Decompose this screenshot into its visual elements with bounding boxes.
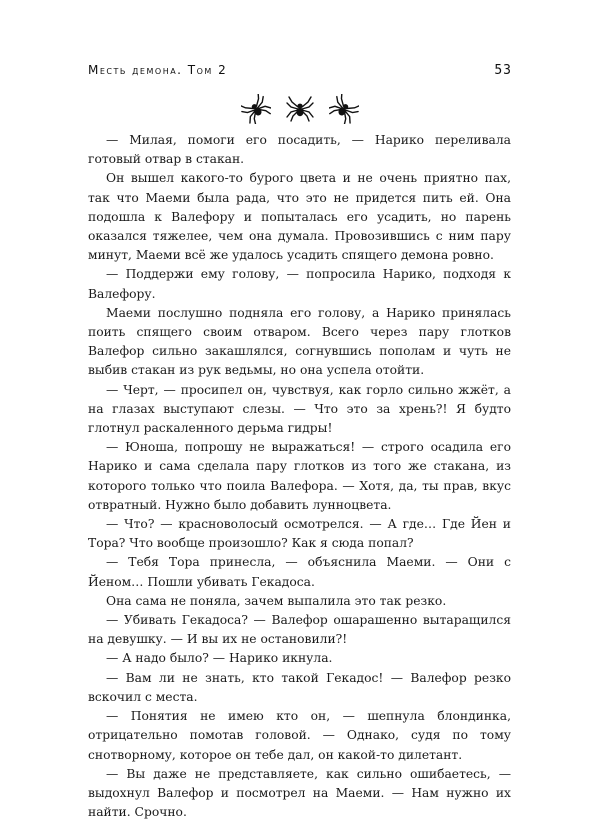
book-title: Месть демона. Том 2 bbox=[88, 63, 228, 77]
paragraph: — Поддержи ему голову, — попросила Нарико, подходя к Валефору. bbox=[88, 267, 511, 301]
paragraph: Она сама не поняла, зачем выпалила это так резко. bbox=[106, 593, 447, 608]
spider-icon bbox=[285, 94, 315, 124]
paragraph: — Милая, помоги его посадить, — Нарико переливала готовый отвар в стакан. bbox=[88, 133, 511, 167]
chapter-ornament bbox=[0, 94, 600, 124]
running-header bbox=[88, 63, 512, 83]
spider-icon bbox=[241, 94, 271, 124]
paragraph: — Вы даже не представляете, как сильно ошибаетесь, — выдохнул Валефор и посмотрел на Маеми. — Нам нужно их найти. Срочно. bbox=[88, 766, 511, 820]
paragraph: — Тебя Тора принесла, — объяснила Маеми. — Они с Йеном… Пошли убивать Гекадоса. bbox=[88, 555, 511, 589]
paragraph: — Вам ли не знать, кто такой Гекадос! — Валефор резко вскочил с места. bbox=[88, 670, 511, 704]
spider-icon bbox=[329, 94, 359, 124]
paragraph: — Черт, — просипел он, чувствуя, как горло сильно жжёт, а на глазах выступают слезы. — Что это за хрень?! Я будто глотнул раскаленного дерьма гидры! bbox=[88, 382, 511, 436]
paragraph: — Убивать Гекадоса? — Валефор ошарашенно вытаращился на девушку. — И вы их не остановили?! bbox=[88, 613, 511, 647]
paragraph: — Юноша, попрошу не выражаться! — строго осадила его Нарико и сама сделала пару глотков из того же стакана, из которого только что поила Валефора. — Хотя, да, ты прав, вкус отвратный. Нужно было добавить лунноцвета. bbox=[88, 440, 511, 512]
paragraph: — Что? — красноволосый осмотрелся. — А где… Где Йен и Тора? Что вообще произошло? Как я сюда попал? bbox=[88, 517, 511, 551]
paragraph: — А надо было? — Нарико икнула. bbox=[106, 651, 333, 666]
paragraph: — Понятия не имею кто он, — шепнула блондинка, отрицательно помотав головой. — Однако, судя по тому снотворному, которое он тебе дал, он какой-то дилетант. bbox=[88, 709, 511, 762]
paragraph: Он вышел какого-то бурого цвета и не очень приятно пах, так что Маеми была рада, что это не придется пить ей. Она подошла к Валефору и попыталась его усадить, но парень оказался тяжелее, чем она думала. Провозившись с ним пару минут, Маеми всё же удалось усадить спящего демона ровно. bbox=[88, 171, 511, 263]
page-number: 53 bbox=[494, 63, 512, 78]
body-text bbox=[88, 131, 511, 822]
paragraph: Маеми послушно подняла его голову, а Нарико принялась поить спящего своим отваром. Всего через пару глотков Валефор сильно закашлялся, согнувшись пополам и чуть не выбив стакан из рук ведьмы, но она успела отойти. bbox=[88, 305, 511, 378]
